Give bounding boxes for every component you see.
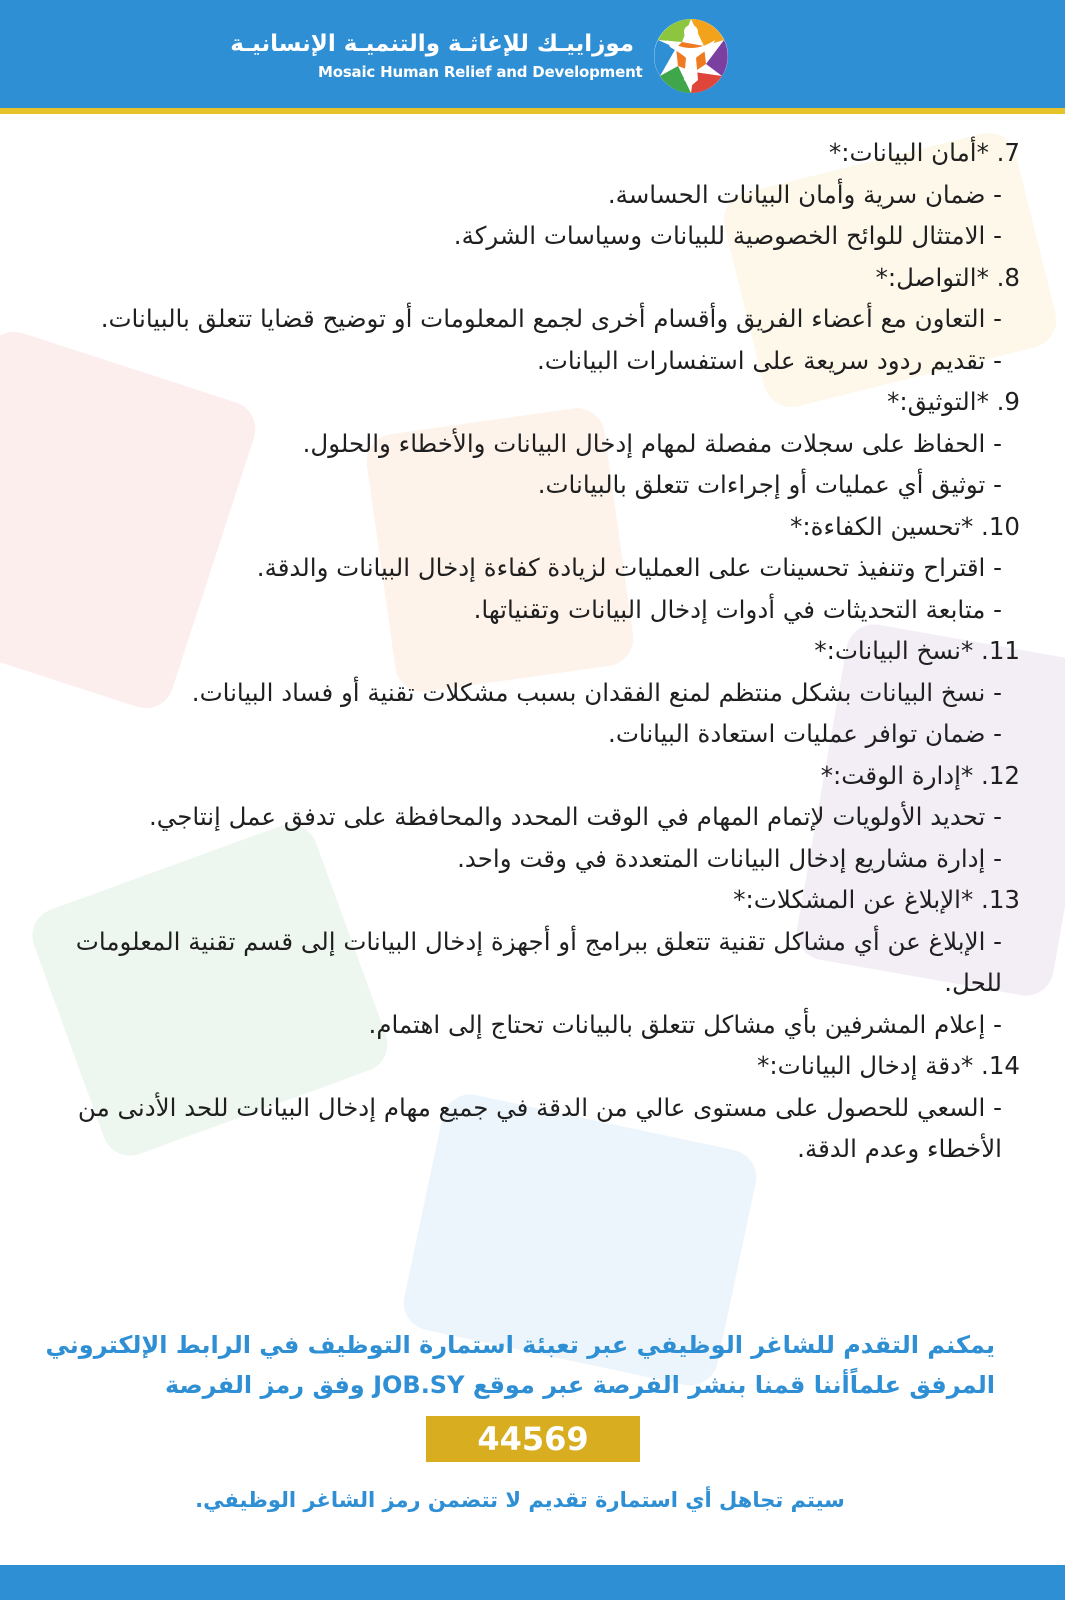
org-name-english: Mosaic Human Relief and Development [318, 63, 643, 81]
section-title: 11. *نسخ البيانات:* [814, 636, 1020, 665]
bullet-item: - الحفاظ على سجلات مفصلة لمهام إدخال البيانات والأخطاء والحلول. [302, 428, 1002, 458]
warning-note: سيتم تجاهل أي استمارة تقديم لا تتضمن رمز الشاغر الوظيفي. [195, 1488, 845, 1512]
section-title: 10. *تحسين الكفاءة:* [790, 511, 1020, 541]
section-documentation [55, 381, 1020, 506]
section-title: 14. *دقة إدخال البيانات:* [757, 1051, 1020, 1080]
opportunity-code-badge: 44569 [426, 1416, 640, 1462]
section-data-backup [55, 630, 1020, 755]
bullet-item: - نسخ البيانات بشكل منتظم لمنع الفقدان بسبب مشكلات تقنية أو فساد البيانات. [191, 677, 1002, 707]
bullet-item: - ضمان سرية وأمان البيانات الحساسة. [607, 179, 1002, 209]
section-title: 7. *أمان البيانات:* [829, 138, 1020, 167]
bullet-item: - تقديم ردود سريعة على استفسارات البيانات. [536, 345, 1002, 375]
bullet-item: - إعلام المشرفين بأي مشاكل تتعلق بالبيانات تحتاج إلى اهتمام. [368, 1009, 1002, 1039]
mosaic-person-icon [652, 14, 730, 98]
section-title: 12. *إدارة الوقت:* [820, 760, 1020, 790]
bullet-item: - إدارة مشاريع إدخال البيانات المتعددة في وقت واحد. [457, 843, 1002, 873]
bullet-item: - ضمان توافر عمليات استعادة البيانات. [608, 719, 1002, 748]
section-efficiency [55, 506, 1020, 631]
section-issue-reporting [55, 879, 1020, 1045]
header-bar [0, 0, 1065, 108]
apply-line-1: يمكنم التقدم للشاغر الوظيفي عبر تعبئة استمارة التوظيف في الرابط الإلكتروني [45, 1331, 995, 1359]
bullet-item: - التعاون مع أعضاء الفريق وأقسام أخرى لجمع المعلومات أو توضيح قضايا تتعلق بالبيانات. [100, 304, 1002, 333]
section-data-security [55, 132, 1020, 257]
section-communication [55, 257, 1020, 382]
org-name [230, 30, 643, 82]
apply-line-2: المرفق علماًأننا قمنا بنشر الفرصة عبر موقع JOB.SY وفق رمز الفرصة [164, 1371, 995, 1399]
job-duties-list [55, 132, 1020, 1170]
apply-instructions [45, 1325, 995, 1405]
bullet-item: - توثيق أي عمليات أو إجراءات تتعلق بالبيانات. [537, 470, 1002, 499]
bullet-item: - اقتراح وتنفيذ تحسينات على العمليات لزيادة كفاءة إدخال البيانات والدقة. [256, 553, 1002, 582]
section-title: 8. *التواصل:* [875, 262, 1020, 292]
bullet-item: - متابعة التحديثات في أدوات إدخال البيانات وتقنياتها. [473, 594, 1002, 624]
footer-bar [0, 1565, 1065, 1600]
bullet-item: - الإبلاغ عن أي مشاكل تقنية تتعلق ببرامج أو أجهزة إدخال البيانات إلى قسم تقنية المعلومات للحل. [75, 926, 1002, 997]
bullet-item: - تحديد الأولويات لإتمام المهام في الوقت المحدد والمحافظة على تدفق عمل إنتاجي. [149, 802, 1002, 831]
section-data-accuracy [55, 1045, 1020, 1170]
section-title: 9. *التوثيق:* [887, 387, 1020, 416]
bullet-item: - السعي للحصول على مستوى عالي من الدقة في جميع مهام إدخال البيانات للحد الأدنى من الأخطاء وعدم الدقة. [77, 1092, 1002, 1163]
section-time-management [55, 755, 1020, 880]
bullet-item: - الامتثال للوائح الخصوصية للبيانات وسياسات الشركة. [453, 221, 1002, 250]
section-title: 13. *الإبلاغ عن المشكلات:* [733, 885, 1020, 914]
header-accent-stripe [0, 108, 1065, 114]
org-name-arabic: موزاييـك للإغاثـة والتنميـة الإنسانيـة [230, 31, 634, 57]
